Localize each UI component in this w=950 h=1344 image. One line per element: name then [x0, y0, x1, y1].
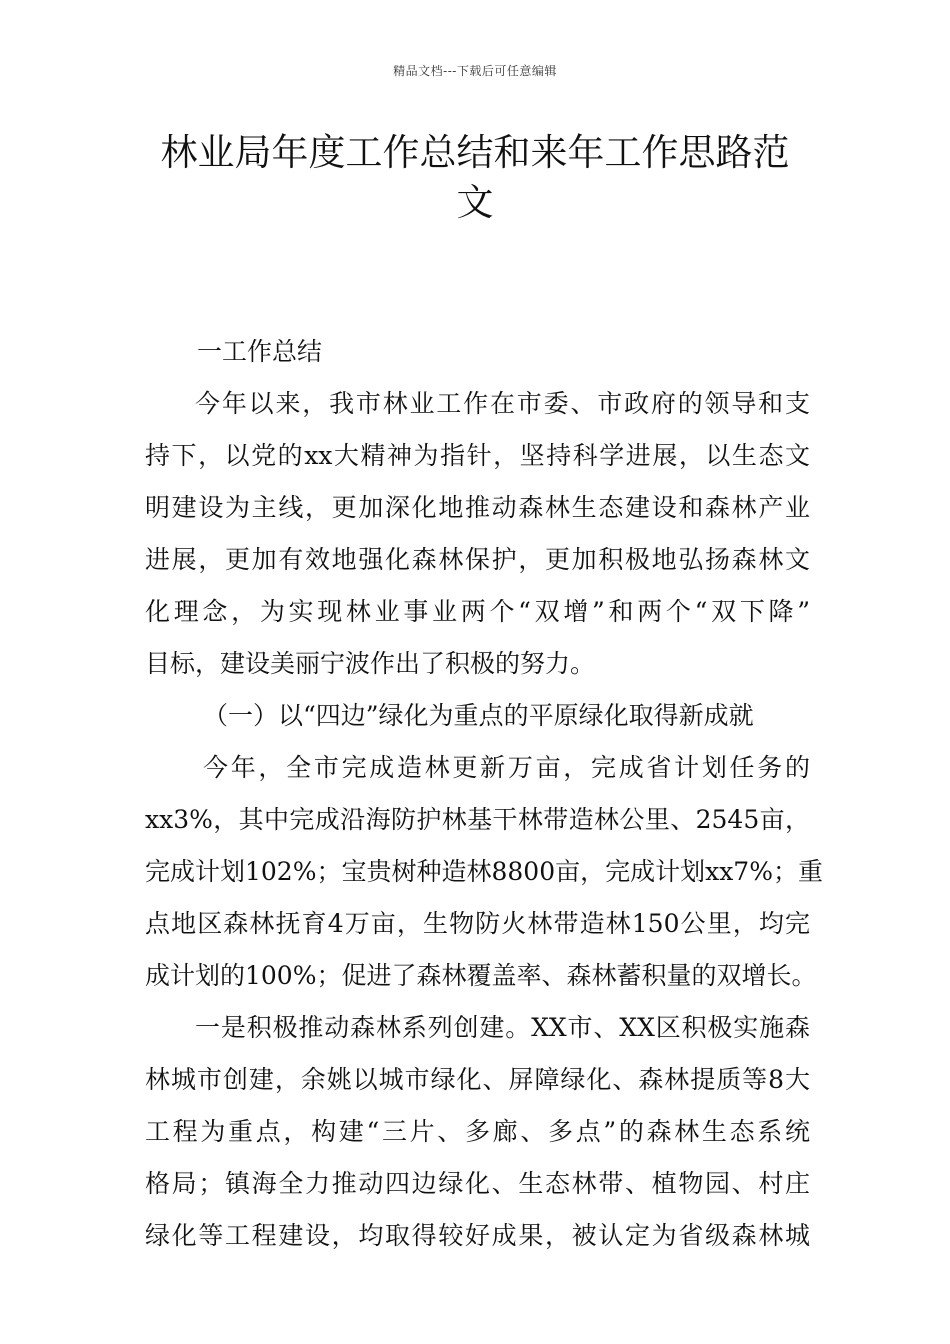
document-title [140, 128, 810, 228]
text-line: 林城市创建，余姚以城市绿化、屏障绿化、森林提质等8大 [145, 1065, 810, 1094]
text-line: 今年，全市完成造林更新万亩，完成省计划任务的 [203, 753, 810, 782]
text-line: 化理念，为实现林业事业两个“双增”和两个“双下降” [145, 597, 810, 626]
text-line: 一是积极推动森林系列创建。XX市、XX区积极实施森 [195, 1013, 810, 1042]
paragraph-1 [145, 378, 810, 690]
title-line: 林业局年度工作总结和来年工作思路范 [160, 131, 790, 174]
text-line: 成计划的100%；促进了森林覆盖率、森林蓄积量的双增长。 [145, 961, 817, 990]
header-note: 精品文档---下载后可任意编辑 [393, 64, 557, 78]
paragraph-3 [145, 1002, 810, 1262]
text-line: 完成计划102%；宝贵树种造林8800亩，完成计划xx7%；重 [145, 857, 823, 886]
subheading: （一）以“四边”绿化为重点的平原绿化取得新成就 [203, 701, 754, 730]
text-line: 持下，以党的xx大精神为指针，坚持科学进展，以生态文 [145, 441, 810, 470]
text-line: 明建设为主线，更加深化地推动森林生态建设和森林产业 [145, 493, 810, 522]
paragraph-2 [145, 742, 823, 1002]
section-heading: 一工作总结 [197, 337, 323, 366]
text-line: 工程为重点，构建“三片、多廊、多点”的森林生态系统 [145, 1117, 810, 1146]
text-line: xx3%，其中完成沿海防护林基干林带造林公里、2545亩， [145, 805, 810, 834]
text-line: 点地区森林抚育4万亩，生物防火林带造林150公里，均完 [145, 909, 810, 938]
text-line: 格局；镇海全力推动四边绿化、生态林带、植物园、村庄 [145, 1169, 810, 1198]
title-line: 文 [456, 181, 494, 224]
text-line: 进展，更加有效地强化森林保护，更加积极地弘扬森林文 [145, 545, 810, 574]
text-line: 绿化等工程建设，均取得较好成果，被认定为省级森林城 [145, 1221, 810, 1250]
text-line: 今年以来，我市林业工作在市委、市政府的领导和支 [195, 389, 810, 418]
text-line: 目标，建设美丽宁波作出了积极的努力。 [145, 649, 596, 678]
document-body [145, 326, 823, 1262]
